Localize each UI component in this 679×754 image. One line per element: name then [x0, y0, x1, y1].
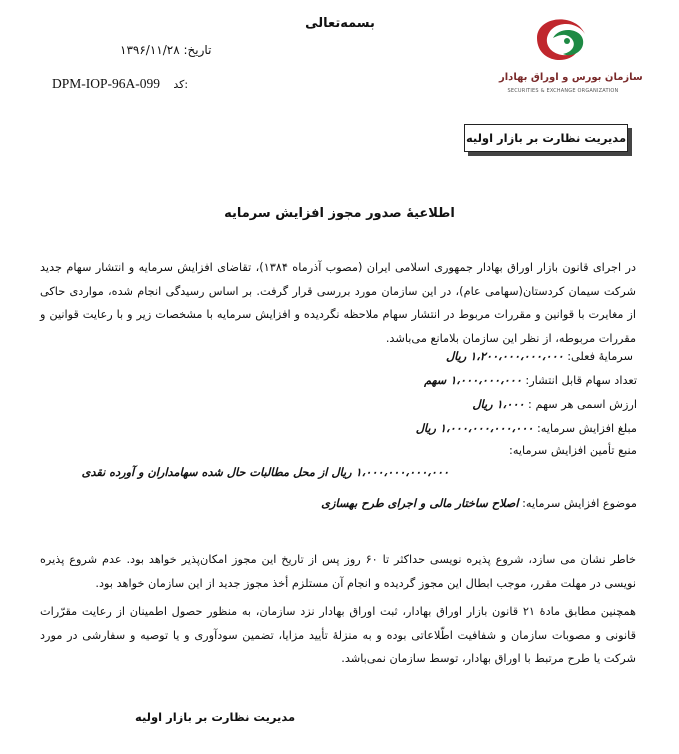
- nominal-value-field: [472, 398, 637, 411]
- code-label: کد:: [173, 78, 189, 91]
- intro-paragraph: در اجرای قانون بازار اوراق بهادار جمهوری اسلامی ایران (مصوب آذرماه ۱۳۸۴)، تقاضای افزایش سرمایه و انتشار سهام جدید شرکت سیمان کردستان(سهامی عام)، در این سازمان مورد بررسی قرار گرفت. بر اساس رسیدگی انجام شده، مواردی حاکی از مغایرت با قوانین و مقررات مربوط در انتشار سهام ملاحظه نگردیده و افزایش سرمایه با مشخصات زیر و با رعایت قوانین و مقررات مربوطه، از نظر این سازمان بلامانع می‌باشد.: [40, 261, 637, 345]
- date-value: ۱۳۹۶/۱۱/۲۸: [120, 43, 180, 57]
- issuable-shares-label: تعداد سهام قابل انتشار:: [525, 374, 637, 387]
- nominal-value-value: ۱،۰۰۰ ریال: [472, 398, 525, 411]
- issuable-shares-field: [424, 374, 637, 387]
- funding-source-value: ۱،۰۰۰،۰۰۰،۰۰۰،۰۰۰ ریال از محل مطالبات حال شده سهامداران و آورده نقدی: [81, 466, 449, 479]
- document-code: [52, 76, 188, 92]
- capital-increase-value: ۱،۰۰۰،۰۰۰،۰۰۰،۰۰۰ ریال: [415, 422, 534, 435]
- funding-source-label: منبع تأمین افزایش سرمایه:: [509, 444, 637, 457]
- issuable-shares-value: ۱،۰۰۰،۰۰۰،۰۰۰ سهم: [424, 374, 522, 387]
- increase-subject-label: موضوع افزایش سرمایه:: [522, 497, 637, 510]
- current-capital-value: ۱،۲۰۰،۰۰۰،۰۰۰،۰۰۰ ریال: [445, 350, 564, 363]
- department-box: مدیریت نظارت بر بازار اولیه: [464, 124, 628, 152]
- increase-subject-value: اصلاح ساختار مالی و اجرای طرح بهسازی: [321, 497, 519, 510]
- current-capital-label: سرمایهٔ فعلی:: [567, 350, 633, 363]
- document-title: اطلاعیهٔ صدور مجوز افزایش سرمایه: [224, 206, 455, 221]
- current-capital-field: [446, 350, 633, 363]
- logo-organization-name: سازمان بورس و اوراق بهادار: [499, 72, 643, 83]
- document-date: [120, 43, 211, 57]
- organization-logo: [499, 8, 643, 98]
- capital-increase-label: مبلغ افزایش سرمایه:: [536, 422, 637, 435]
- logo-organization-subtitle: SECURITIES & EXCHANGE ORGANIZATION: [507, 88, 619, 94]
- disclaimer-paragraph: همچنین مطابق مادهٔ ۲۱ قانون بازار اوراق بهادار، ثبت اوراق بهادار نزد سازمان، به منظور حصول اطمینان از رعایت مقرّرات قانونی و مصوبات سازمان و شفافیت اطّلاعاتی بوده و به منزلهٔ تأیید مزایا، تضمین سودآوری و یا توصیه و سفارشی در مورد شرکت یا طرح مرتبط با اوراق بهادار، توسط سازمان نمی‌باشد.: [40, 605, 636, 665]
- capital-increase-field: [416, 422, 637, 435]
- seo-emblem-icon: [523, 8, 603, 70]
- subscription-deadline-paragraph: خاطر نشان می سازد، شروع پذیره نویسی حداکثر تا ۶۰ روز پس از تاریخ این مجوز امکان‌پذیر خواهد بود. عدم شروع پذیره نویسی در مهلت مقرر، موجب ابطال این مجوز گردیده و انجام آن مستلزم أخذ مجوز جدید از این سازمان خواهد بود.: [40, 553, 636, 590]
- signature-department: مدیریت نظارت بر بازار اولیه: [135, 710, 296, 724]
- bismillah-heading: بسمه‌تعالی: [305, 16, 375, 31]
- code-value: DPM-IOP-96A-099: [52, 76, 160, 91]
- date-label: تاریخ:: [183, 43, 212, 57]
- nominal-value-label: ارزش اسمی هر سهم :: [528, 398, 637, 411]
- increase-subject-field: [321, 497, 637, 510]
